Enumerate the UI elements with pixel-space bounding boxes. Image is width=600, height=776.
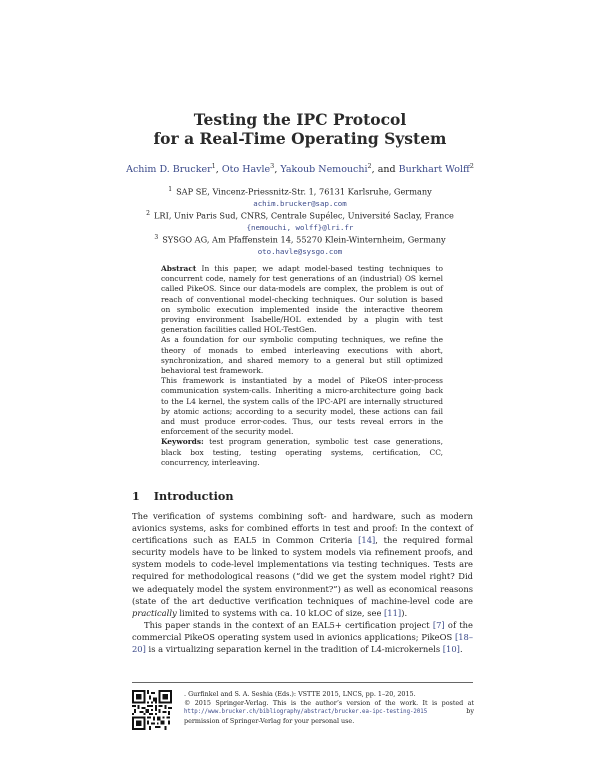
author-name[interactable]: Yakoub Nemouchi [280, 164, 368, 176]
author-list [0, 162, 600, 175]
affiliation-mark: 1 [168, 186, 173, 193]
paper-title [0, 110, 600, 148]
affiliation-2 [0, 208, 600, 233]
affiliation-email[interactable]: oto.havle@sysgo.com [257, 246, 343, 256]
affiliation-mark: 2 [146, 210, 150, 217]
citation-link[interactable]: [11] [384, 607, 402, 618]
affiliation-email[interactable]: {nemouchi, wolff}@lri.fr [246, 222, 354, 232]
keywords-label: Keywords: [161, 437, 204, 447]
footnote-divider [132, 682, 473, 683]
intro-paragraph-2 [132, 619, 473, 655]
author-name[interactable]: Burkhart Wolff [398, 164, 470, 176]
section-title: Introduction [153, 489, 234, 503]
text-run: ). [401, 607, 408, 618]
abstract-paragraph-2: As a foundation for our symbolic computing techniques, we refine the theory of monads to embed interleaving executions with abort, synchronization, and shared memory to a general but still optimized behavioral test framework. [161, 335, 443, 376]
text-run: The verification of systems combining soft- and hardware, such as modern avionics systems, asks for combined efforts in test and proof: In the context of certifications such as EAL5 in Common Criteria [132, 511, 473, 546]
qr-code-icon[interactable] [132, 690, 172, 730]
author-name[interactable]: Achim D. Brucker [126, 164, 212, 176]
text-run: , the required formal security models have to be linked to system models via refinement proofs, and system models to code-level implementations via testing techniques. Tests are required for methodological reasons (“did we get the system model right? Did we adequately model the system environment?”) as well as economical reasons (state of the art deductive verification techniques of machine-level code are [132, 535, 473, 606]
abstract-label: Abstract [161, 264, 197, 273]
footnote-url-link[interactable]: http://www.brucker.ch/bibliography/abstract/brucker.ea-ipc-testing-2015 [184, 709, 428, 716]
author-mark: 2 [367, 162, 372, 170]
text-run: © 2015 Springer-Verlag. This is the author’s version of the work. It is posted at [184, 698, 474, 707]
citation-link[interactable]: [10] [442, 644, 460, 655]
text-run: limited to systems with ca. 10 kLOC of size, see [176, 607, 385, 618]
author-mark: 1 [211, 162, 216, 170]
title-line-1: Testing the IPC Protocol [193, 110, 407, 129]
abstract [161, 264, 443, 468]
affiliation-text: LRI, Univ Paris Sud, CNRS, Centrale Supélec, Université Saclay, France [153, 210, 454, 221]
author-separator: , and [371, 164, 399, 176]
citation-link[interactable]: [7] [432, 619, 445, 630]
footnote [184, 690, 474, 726]
abstract-paragraph-3: This framework is instantiated by a model of PikeOS inter-process communication system-calls. Inheriting a micro-architecture going back to the L4 kernel, the system calls of the IPC-API are internally structured by atomic actions; according to a security model, these actions can fail and must produce error-codes. Thus, our tests reveal errors in the enforcement of the security model. [161, 376, 443, 437]
author-separator: , [274, 164, 281, 176]
title-line-2: for a Real-Time Operating System [153, 129, 447, 148]
section-heading [132, 489, 233, 503]
affiliation-1 [0, 184, 600, 209]
author-mark: 3 [270, 162, 275, 170]
author-name[interactable]: Oto Havle [221, 164, 271, 176]
text-run: . [459, 644, 463, 655]
footnote-copyright [184, 699, 474, 726]
keywords: test program generation, symbolic test case generations, black box testing, testing operating systems, certification, CC, concurrency, interleaving. [161, 437, 443, 467]
affiliation-email[interactable]: achim.brucker@sap.com [253, 198, 347, 208]
text-run: is a virtualizing separation kernel in the tradition of L4-microkernels [145, 644, 443, 655]
introduction-text [132, 510, 473, 655]
affiliation-mark: 3 [154, 234, 159, 241]
footnote-citation: . Gurfinkel and S. A. Seshia (Eds.): VSTTE 2015, LNCS, pp. 1–20, 2015. [184, 690, 416, 698]
affiliation-text: SYSGO AG, Am Pfaffenstein 14, 55270 Klein-Winternheim, Germany [162, 234, 446, 245]
affiliation-text: SAP SE, Vincenz-Priessnitz-Str. 1, 76131 Karlsruhe, Germany [176, 186, 432, 197]
citation-link[interactable]: [18–20] [132, 631, 473, 655]
abstract-paragraph-1: In this paper, we adapt model-based testing techniques to concurrent code, namely for test generations of an (industrial) OS kernel called PikeOS. Since our data-models are complex, the problem is out of reach of conventional model-checking techniques. Our solution is based on symbolic execution implemented inside the interactive theorem proving environment Isabelle/HOL extended by a plugin with test generation facilities called HOL-TestGen. [161, 264, 443, 335]
emphasis: practically [132, 607, 177, 618]
citation-link[interactable]: [14] [358, 535, 376, 546]
author-separator: , [215, 164, 222, 176]
intro-paragraph-1 [132, 510, 473, 619]
affiliation-3 [0, 232, 600, 257]
text-run: of the commercial PikeOS operating system used in avionics applications; PikeOS [132, 619, 473, 642]
text-run: This paper stands in the context of an EAL5+ certification project [144, 619, 433, 630]
text-run: by permission of Springer-Verlag for your personal use. [184, 707, 474, 726]
section-number: 1 [132, 489, 140, 503]
author-mark: 2 [469, 162, 474, 170]
